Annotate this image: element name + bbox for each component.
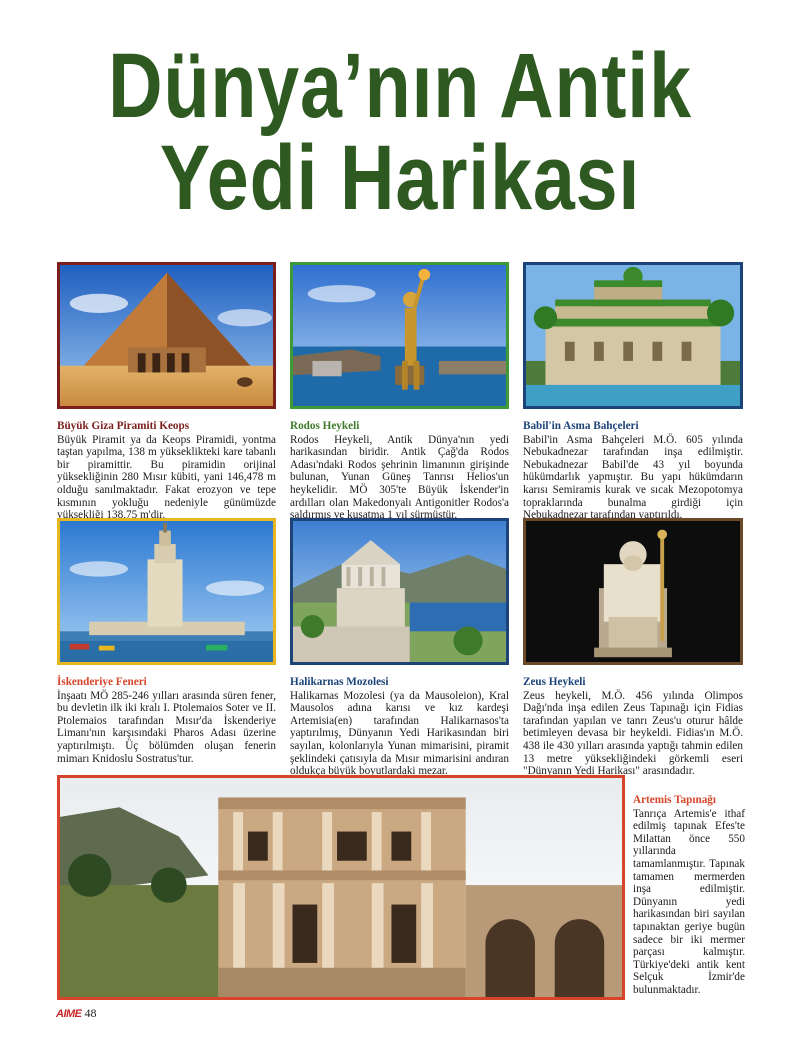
hanging-gardens-photo [523,262,743,409]
lighthouse-photo [57,518,276,665]
wonder-heading: Rodos Heykeli [290,420,360,432]
page-title [72,35,728,229]
zeus-statue-photo [523,518,743,665]
wonder-heading: İskenderiye Feneri [57,676,147,688]
wonder-text: İnşaatı MÖ 285-246 yılları arasında süren fener, bu devletin ilk iki kralı I. Ptolemaios Soter ve II. Ptolemaios tarafından Mısır'da İskenderiye Limanı'nın karşısındaki Pharos Adası üzerine yaptırılmıştı. Üç bölümden oluşan fenerin mimarı Knidoslu Sostratus'tur. [57,689,276,765]
colossus-photo [290,262,509,409]
wonder-text: Zeus heykeli, M.Ö. 456 yılında Olimpos Dağı'nda inşa edilen Zeus Tapınağı için Fidias tarafından yapılan ve tanrı Zeus'u oturur hâlde betimleyen devasa bir heykeldi. Fidias'ın M.Ö. 438 ile 430 yılları arasında yaptığı tahmin edilen 13 metre yüksekliğindeki görkemli eseri "Dünyanın Yedi Harikası" arasındadır. [523,689,743,778]
wonder-heading: Artemis Tapınağı [633,794,716,806]
wonder-heading: Zeus Heykeli [523,676,586,688]
wonder-text: Halikarnas Mozolesi (ya da Mausoleion), Kral Mausolos adına karısı ve kız kardeşi Artemisia(en) tarafından Halikarnasos'ta yaptırılmış, Dünyanın Yedi Harikasından biri sayılan, kolonlarıyla Yunan mimarisini, piramit şeklindeki çatısıyla da Mısır mimarisini andıran oldukça büyük boyutlardaki mezar. [290,689,509,778]
wonder-caption-lighthouse [57,676,276,765]
page-footer [56,1006,97,1021]
wonder-caption-gardens [523,420,743,522]
wonder-heading: Babil'in Asma Bahçeleri [523,420,639,432]
wonder-heading: Büyük Giza Piramiti Keops [57,420,190,432]
page-title-line-1: Dünya’nın Antik [108,35,692,137]
artemis-temple-photo [57,775,625,1000]
wonder-caption-zeus [523,676,743,778]
mausoleum-photo [290,518,509,665]
wonder-caption-colossus [290,420,509,522]
wonder-caption-pyramid [57,420,276,522]
page-number: 48 [84,1006,97,1020]
wonder-heading: Halikarnas Mozolesi [290,676,389,688]
page-title-line-2: Yedi Harikası [159,127,641,229]
wonder-caption-artemis [633,794,745,997]
wonder-text: Büyük Piramit ya da Keops Piramidi, yontma taştan yapılma, 138 m yükseklikteki kare tabanlı bir piramittir. Bu piramidin orijinal yüksekliğinin 280 Mısır kübiti, yani 146,478 m olduğu sanılmaktadır. Fakat erozyon ve tepe kısmının yokluğu nedeniyle günümüzde yüksekliği 138,75 m'dir. [57,433,276,522]
wonder-caption-mausoleum [290,676,509,778]
wonder-text: Babil'in Asma Bahçeleri M.Ö. 605 yılında Nebukadnezar tarafından inşa edilmiştir. Nebukadnezar Babil'de 43 yıl boyunda hükümdarlık yapmıştır. Bu yapı hükümdarın karısı Semiramis kurak ve sıcak Mezopotomya topraklarında bunalma girdiği için Nebukadnezar tarafından yaptırıldı. [523,433,743,522]
magazine-logo: AIME [56,1007,82,1020]
wonder-text: Rodos Heykeli, Antik Dünya'nın yedi harikasından biridir. Antik Çağ'da Rodos Adası'ndaki Rodos şehrinin limanının girişinde bulunan, Yunan Güneş Tanrısı Helios'un heykelidir. MÖ 305'te Büyük İskender'in ardılları olan Makedonyalı Antigonitler Rodos'a saldırmış ve kuşatma 1 yıl sürmüştür. [290,433,509,522]
wonder-text: Tanrıça Artemis'e ithaf edilmiş tapınak Efes'te Milattan önce 550 yıllarında tamamlanmıştır. Tapınak tamamen mermerden inşa edilmiştir. Dünyanın yedi harikasından biri sayılan tapınaktan geriye bugün sadece bir iki mermer parçası kalmıştır. Türkiye'deki antik kent Selçuk İzmir'de bulunmaktadır. [633,807,745,996]
pyramid-photo [57,262,276,409]
